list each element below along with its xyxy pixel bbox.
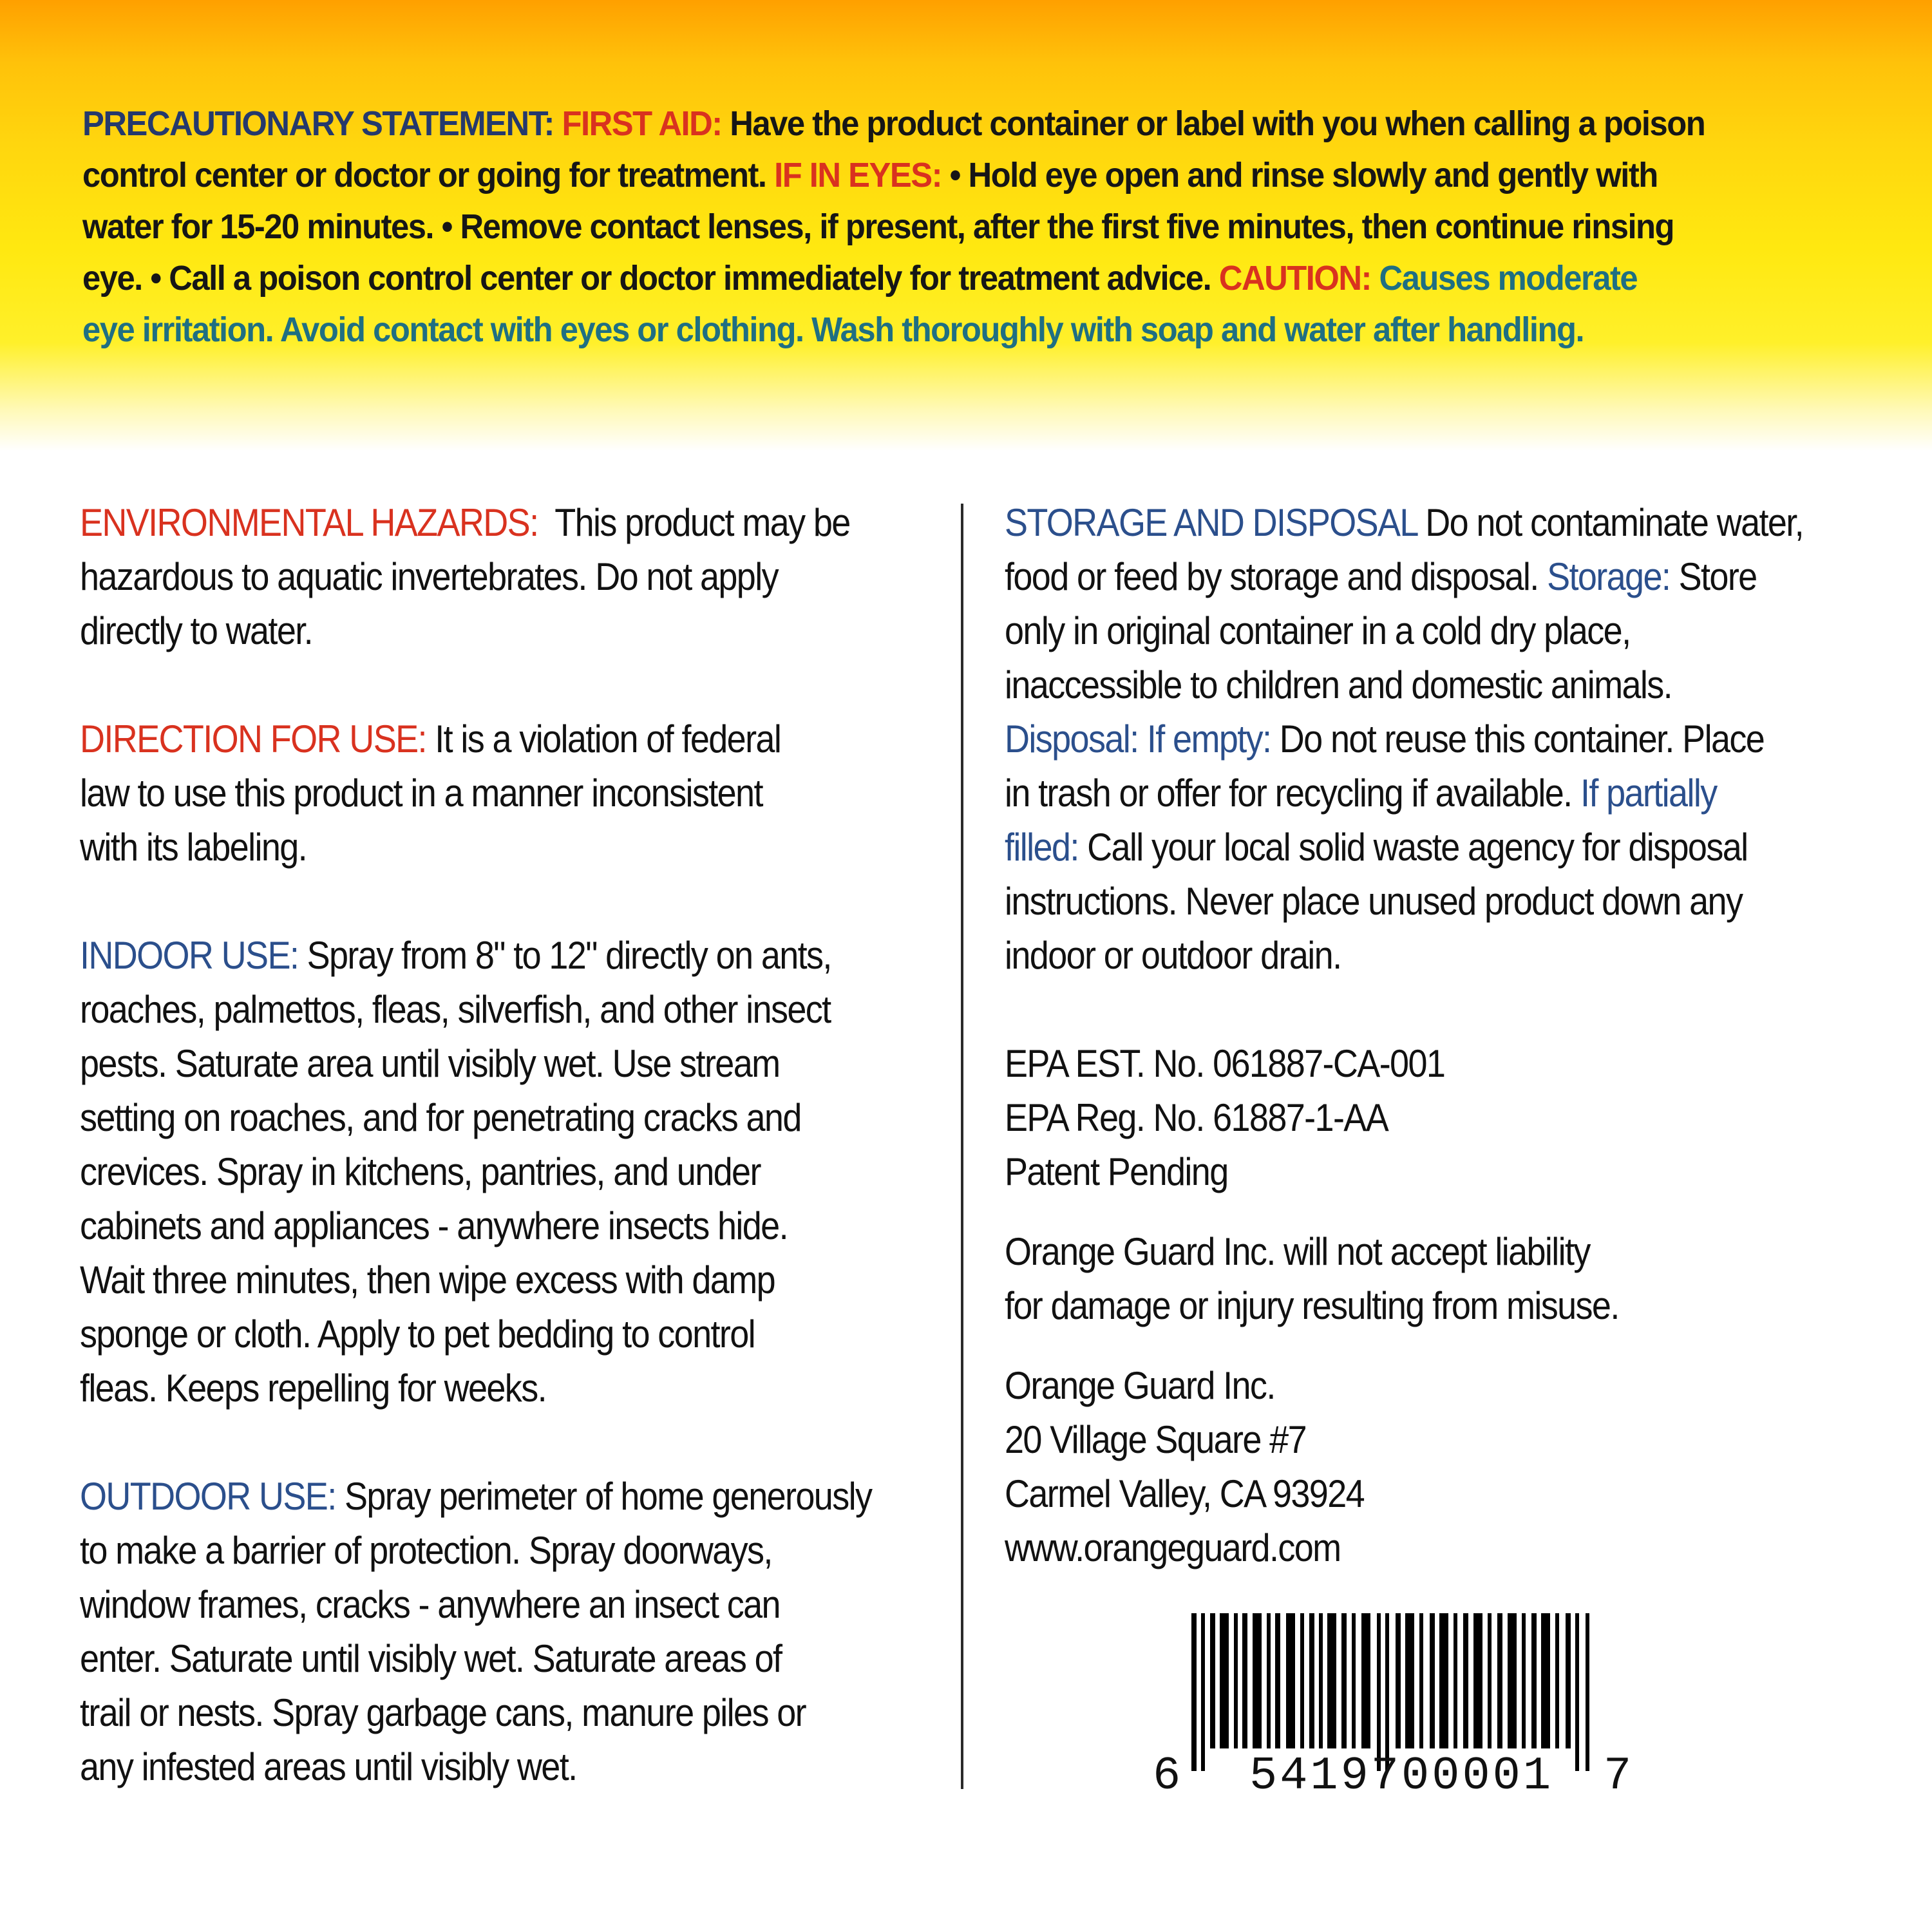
barcode-bar [1377,1613,1381,1771]
barcode-bar [1352,1613,1356,1748]
liability-line: Orange Guard Inc. will not accept liability [1005,1230,1590,1273]
eyes-label: IF IN EYES: [774,156,942,194]
indoor-line: Spray from 8" to 12" directly on ants, [307,934,831,977]
barcode-bar [1463,1613,1468,1748]
barcode-bar [1555,1613,1559,1748]
indoor-line: fleas. Keeps repelling for weeks. [80,1367,546,1410]
barcode-bar [1234,1613,1238,1748]
storage-disposal-label: STORAGE AND DISPOSAL [1005,501,1417,544]
storage-line: Call your local solid waste agency for disposal [1087,826,1748,869]
barcode-bar [1275,1613,1280,1748]
indoor-use-section [80,929,926,1416]
storage-label: Storage: [1547,555,1671,598]
outdoor-line: Spray perimeter of home generously [344,1475,872,1518]
outdoor-use-section [80,1470,926,1794]
outdoor-use-label: OUTDOOR USE: [80,1475,336,1518]
barcode-bar [1396,1613,1401,1748]
direction-line: with its labeling. [80,826,307,869]
storage-line: Do not contaminate water, [1425,501,1804,544]
storage-line: food or feed by storage and disposal. [1005,555,1539,598]
disposal-label: Disposal: If empty: [1005,717,1271,761]
barcode-bar [1439,1613,1448,1748]
left-column [80,496,926,1848]
barcode-bar [1385,1613,1389,1771]
outdoor-line: enter. Saturate until visibly wet. Saturate areas of [80,1637,782,1680]
barcode-bar [1361,1613,1370,1748]
barcode-bar [1319,1613,1323,1748]
barcode-bar [1541,1613,1550,1748]
first-aid-text: Have the product container or label with you when calling a poison [730,104,1705,143]
caution-text: Causes moderate [1379,259,1638,298]
barcode-bars [1191,1613,1642,1748]
barcode-bar [1286,1613,1295,1748]
barcode [1153,1613,1655,1803]
storage-line: Store [1678,555,1757,598]
partially-filled-label: If partially [1580,772,1717,815]
indoor-line: sponge or cloth. Apply to pet bedding to control [80,1312,755,1356]
barcode-bar [1327,1613,1336,1748]
barcode-bar [1497,1613,1502,1748]
address-section [1005,1359,1833,1575]
environmental-hazards-label: ENVIRONMENTAL HAZARDS: [80,501,538,544]
precautionary-statement [82,98,1753,355]
barcode-bar [1473,1613,1482,1748]
barcode-bar [1253,1613,1262,1748]
barcode-bar [1508,1613,1517,1748]
environmental-hazards-section [80,496,926,658]
epa-est-number: EPA EST. No. 061887-CA-001 [1005,1042,1445,1085]
barcode-bar [1341,1613,1347,1748]
barcode-bar [1242,1613,1247,1748]
epa-reg-number: EPA Reg. No. 61887-1-AA [1005,1096,1388,1139]
barcode-bar [1405,1613,1414,1748]
storage-line: in trash or offer for recycling if available. [1005,772,1572,815]
barcode-bar [1488,1613,1492,1748]
barcode-bar [1586,1613,1589,1771]
storage-line: only in original container in a cold dry place, [1005,609,1631,652]
direction-line: law to use this product in a manner inconsistent [80,772,762,815]
eyes-text-cont: water for 15-20 minutes. • Remove contact lenses, if present, after the first five minutes, then continue rinsing [82,207,1674,246]
liability-section [1005,1225,1833,1333]
indoor-line: Wait three minutes, then wipe excess with damp [80,1258,775,1302]
storage-line: instructions. Never place unused product down any [1005,880,1743,923]
barcode-bar [1419,1613,1423,1748]
environmental-line: directly to water. [80,609,312,652]
direction-line: It is a violation of federal [435,717,781,761]
barcode-bar [1430,1613,1435,1748]
barcode-bar [1575,1613,1579,1771]
barcode-bar [1201,1613,1205,1771]
right-column [1005,496,1833,1629]
indoor-line: crevices. Spray in kitchens, pantries, and under [80,1150,761,1193]
indoor-line: pests. Saturate area until visibly wet. Use stream [80,1042,780,1085]
indoor-line: cabinets and appliances - anywhere insects hide. [80,1204,788,1247]
barcode-bar [1531,1613,1537,1748]
outdoor-line: to make a barrier of protection. Spray doorways, [80,1529,772,1572]
indoor-line: setting on roaches, and for penetrating cracks and [80,1096,801,1139]
storage-disposal-section [1005,496,1833,983]
patent-status: Patent Pending [1005,1150,1228,1193]
direction-for-use-section [80,712,926,875]
barcode-bar [1522,1613,1526,1748]
eyes-text: • Hold eye open and rinse slowly and gently with [949,156,1658,194]
direction-for-use-label: DIRECTION FOR USE: [80,717,426,761]
street-address: 20 Village Square #7 [1005,1418,1306,1461]
outdoor-line: any infested areas until visibly wet. [80,1745,577,1788]
indoor-use-label: INDOOR USE: [80,934,299,977]
city-state-zip: Carmel Valley, CA 93924 [1005,1472,1365,1515]
liability-line: for damage or injury resulting from misuse. [1005,1284,1619,1327]
precaution-heading: PRECAUTIONARY STATEMENT: [82,104,554,143]
company-name: Orange Guard Inc. [1005,1364,1275,1407]
barcode-bar [1267,1613,1271,1748]
storage-line: indoor or outdoor drain. [1005,934,1341,977]
website-url: www.orangeguard.com [1005,1526,1341,1569]
barcode-bar [1210,1613,1215,1748]
first-aid-label: FIRST AID: [562,104,722,143]
registration-section [1005,1037,1833,1199]
barcode-bar [1220,1613,1229,1748]
outdoor-line: trail or nests. Spray garbage cans, manure piles or [80,1691,806,1734]
environmental-line: This product may be [554,501,850,544]
column-divider [961,504,963,1789]
barcode-right-digit: 7 [1604,1750,1634,1803]
caution-label: CAUTION: [1218,259,1371,298]
outdoor-line: window frames, cracks - anywhere an insect can [80,1583,780,1626]
barcode-bar [1300,1613,1304,1748]
barcode-bar [1191,1613,1197,1771]
first-aid-text-cont: control center or doctor or going for treatment. [82,156,766,194]
environmental-line: hazardous to aquatic invertebrates. Do not apply [80,555,778,598]
barcode-middle-digits: 5419700001 [1249,1750,1554,1803]
storage-line: inaccessible to children and domestic animals. [1005,663,1672,706]
caution-text-cont: eye irritation. Avoid contact with eyes or clothing. Wash thoroughly with soap and water after handling. [82,310,1584,349]
partially-filled-label-cont: filled: [1005,826,1079,869]
eyes-text-end: eye. • Call a poison control center or doctor immediately for treatment advice. [82,259,1211,298]
barcode-bar [1309,1613,1314,1748]
barcode-bar [1454,1613,1457,1748]
storage-line: Do not reuse this container. Place [1279,717,1765,761]
barcode-left-digit: 6 [1153,1750,1184,1803]
barcode-bar [1566,1613,1571,1748]
indoor-line: roaches, palmettos, fleas, silverfish, and other insect [80,988,831,1031]
